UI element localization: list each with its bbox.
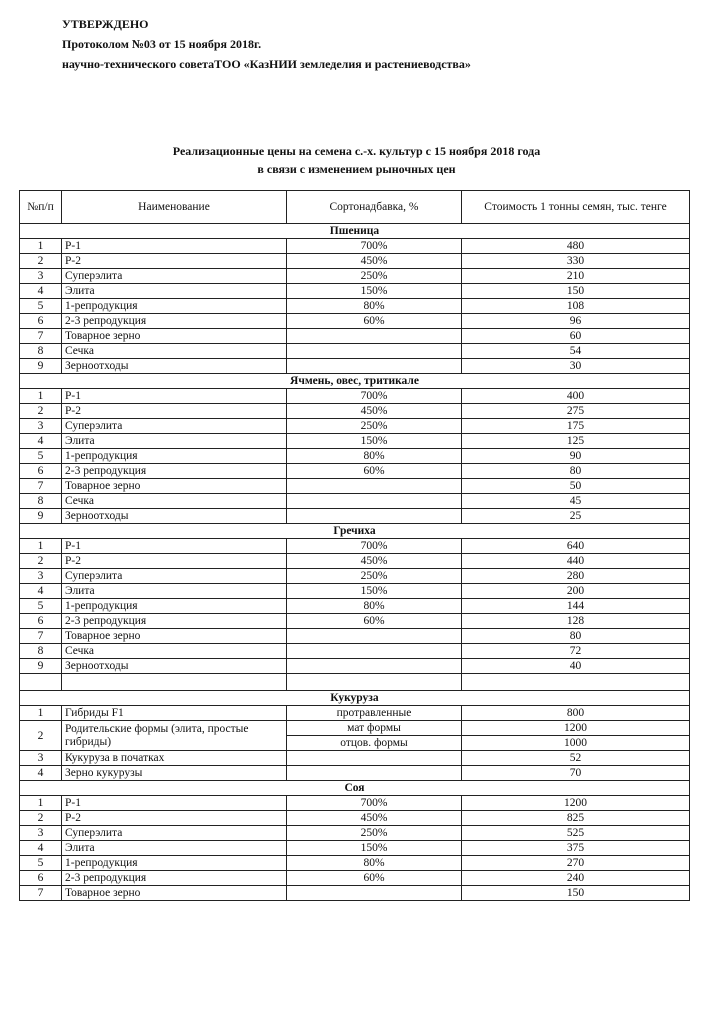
row-markup: 60%	[287, 614, 462, 629]
row-name: Р-2	[62, 404, 287, 419]
row-markup: 60%	[287, 871, 462, 886]
row-name: Суперэлита	[62, 269, 287, 284]
row-markup: 150%	[287, 841, 462, 856]
row-name: Элита	[62, 841, 287, 856]
section-header	[20, 524, 690, 539]
row-price: 275	[462, 404, 690, 419]
row-name: Зерно кукурузы	[62, 766, 287, 781]
row-number: 9	[20, 659, 62, 674]
row-price: 54	[462, 344, 690, 359]
row-markup-maternal: мат формы	[287, 721, 462, 736]
row-markup	[287, 509, 462, 524]
table-row	[20, 826, 690, 841]
row-name: Товарное зерно	[62, 329, 287, 344]
approval-protocol: Протоколом №03 от 15 ноября 2018г.	[62, 37, 262, 51]
row-markup: 80%	[287, 599, 462, 614]
row-name: Р-1	[62, 796, 287, 811]
blank-row	[20, 674, 690, 691]
row-name: Р-2	[62, 811, 287, 826]
row-name: Зерноотходы	[62, 359, 287, 374]
row-number: 9	[20, 359, 62, 374]
section-title-corn: Кукуруза	[20, 691, 690, 706]
document-title-line2: в связи с изменением рыночных цен	[257, 162, 456, 176]
row-name: 1-репродукция	[62, 856, 287, 871]
row-markup: 60%	[287, 464, 462, 479]
row-number: 2	[20, 254, 62, 269]
row-number: 1	[20, 796, 62, 811]
row-name: Товарное зерно	[62, 629, 287, 644]
table-row	[20, 344, 690, 359]
row-number: 4	[20, 434, 62, 449]
row-number: 5	[20, 599, 62, 614]
row-name: 2-3 репродукция	[62, 871, 287, 886]
row-name: Зерноотходы	[62, 509, 287, 524]
table-body-grains	[20, 224, 690, 674]
table-row	[20, 464, 690, 479]
row-markup	[287, 766, 462, 781]
row-number: 3	[20, 569, 62, 584]
row-price: 210	[462, 269, 690, 284]
row-price: 45	[462, 494, 690, 509]
row-name: Товарное зерно	[62, 886, 287, 901]
row-markup: 250%	[287, 569, 462, 584]
row-price: 150	[462, 284, 690, 299]
row-price: 440	[462, 554, 690, 569]
row-markup: 80%	[287, 449, 462, 464]
table-row	[20, 299, 690, 314]
row-name: Р-1	[62, 539, 287, 554]
row-markup	[287, 329, 462, 344]
row-number: 1	[20, 539, 62, 554]
row-number: 2	[20, 811, 62, 826]
table-row	[20, 389, 690, 404]
row-price: 375	[462, 841, 690, 856]
row-name: Зерноотходы	[62, 659, 287, 674]
table-row	[20, 659, 690, 674]
section-header	[20, 374, 690, 389]
row-price: 30	[462, 359, 690, 374]
row-number: 1	[20, 706, 62, 721]
row-price: 525	[462, 826, 690, 841]
section-title: Гречиха	[20, 524, 690, 539]
approval-heading: УТВЕРЖДЕНО	[62, 17, 149, 31]
table-body-soy	[20, 781, 690, 901]
table-row	[20, 554, 690, 569]
row-price: 480	[462, 239, 690, 254]
row-markup: протравленные	[287, 706, 462, 721]
document-title	[0, 142, 713, 178]
table-row	[20, 539, 690, 554]
row-name: 1-репродукция	[62, 449, 287, 464]
document-title-line1: Реализационные цены на семена с.-х. культур с 15 ноября 2018 года	[172, 144, 541, 158]
row-name: Суперэлита	[62, 419, 287, 434]
table-row	[20, 856, 690, 871]
row-number: 6	[20, 314, 62, 329]
table-row	[20, 419, 690, 434]
row-markup: 80%	[287, 299, 462, 314]
row-name: Товарное зерно	[62, 479, 287, 494]
row-markup	[287, 644, 462, 659]
row-markup: 450%	[287, 811, 462, 826]
row-name: Кукуруза в початках	[62, 751, 287, 766]
row-name: Суперэлита	[62, 569, 287, 584]
row-price-maternal: 1200	[462, 721, 690, 736]
table-row	[20, 871, 690, 886]
row-markup: 150%	[287, 284, 462, 299]
row-price: 640	[462, 539, 690, 554]
row-number: 8	[20, 494, 62, 509]
row-name: Сечка	[62, 494, 287, 509]
row-number: 4	[20, 284, 62, 299]
row-number: 5	[20, 299, 62, 314]
row-price: 40	[462, 659, 690, 674]
row-markup: 150%	[287, 434, 462, 449]
row-markup	[287, 494, 462, 509]
table-row	[20, 479, 690, 494]
row-number: 8	[20, 644, 62, 659]
row-markup: 60%	[287, 314, 462, 329]
section-title-soy: Соя	[20, 781, 690, 796]
table-row	[20, 269, 690, 284]
table-row	[20, 614, 690, 629]
row-price: 108	[462, 299, 690, 314]
table-row	[20, 599, 690, 614]
row-number: 7	[20, 329, 62, 344]
row-name: Р-2	[62, 254, 287, 269]
row-name: Родительские формы (элита, простые гибриды)	[62, 721, 287, 751]
table-row	[20, 629, 690, 644]
row-name: 2-3 репродукция	[62, 314, 287, 329]
row-name: 2-3 репродукция	[62, 464, 287, 479]
table-row	[20, 721, 690, 736]
row-number: 7	[20, 479, 62, 494]
row-number: 7	[20, 886, 62, 901]
row-price: 175	[462, 419, 690, 434]
row-markup: 700%	[287, 539, 462, 554]
table-header-row	[20, 191, 690, 224]
table-row	[20, 509, 690, 524]
row-number: 6	[20, 614, 62, 629]
row-number: 6	[20, 871, 62, 886]
row-number: 8	[20, 344, 62, 359]
row-name: Р-1	[62, 239, 287, 254]
row-price: 80	[462, 629, 690, 644]
header-variety-markup: Сортонадбавка, %	[287, 191, 462, 224]
row-markup: 700%	[287, 389, 462, 404]
row-markup	[287, 751, 462, 766]
row-name: Сечка	[62, 644, 287, 659]
section-header	[20, 224, 690, 239]
table-row	[20, 404, 690, 419]
row-number: 4	[20, 584, 62, 599]
table-row	[20, 841, 690, 856]
row-number: 3	[20, 419, 62, 434]
row-number: 2	[20, 554, 62, 569]
row-number: 5	[20, 449, 62, 464]
row-price: 125	[462, 434, 690, 449]
row-number: 7	[20, 629, 62, 644]
row-markup	[287, 359, 462, 374]
row-markup: 150%	[287, 584, 462, 599]
row-name: 1-репродукция	[62, 299, 287, 314]
row-price: 52	[462, 751, 690, 766]
row-price: 330	[462, 254, 690, 269]
row-name: 2-3 репродукция	[62, 614, 287, 629]
row-price: 270	[462, 856, 690, 871]
row-name: 1-репродукция	[62, 599, 287, 614]
row-number: 4	[20, 766, 62, 781]
row-markup: 250%	[287, 419, 462, 434]
row-price: 144	[462, 599, 690, 614]
row-name: Суперэлита	[62, 826, 287, 841]
row-price: 90	[462, 449, 690, 464]
section-title: Пшеница	[20, 224, 690, 239]
row-markup	[287, 479, 462, 494]
row-price: 825	[462, 811, 690, 826]
table-row	[20, 494, 690, 509]
table-row	[20, 569, 690, 584]
row-markup: 80%	[287, 856, 462, 871]
row-markup	[287, 659, 462, 674]
row-name: Сечка	[62, 344, 287, 359]
row-name: Элита	[62, 434, 287, 449]
row-number: 2	[20, 404, 62, 419]
row-number: 1	[20, 389, 62, 404]
row-number: 3	[20, 751, 62, 766]
row-price: 50	[462, 479, 690, 494]
row-price: 60	[462, 329, 690, 344]
row-markup	[287, 344, 462, 359]
row-number: 3	[20, 826, 62, 841]
table-row	[20, 314, 690, 329]
row-markup: 450%	[287, 554, 462, 569]
row-markup: 450%	[287, 254, 462, 269]
row-name: Гибриды F1	[62, 706, 287, 721]
row-price: 70	[462, 766, 690, 781]
row-price: 72	[462, 644, 690, 659]
row-price: 200	[462, 584, 690, 599]
row-price: 400	[462, 389, 690, 404]
section-title: Ячмень, овес, тритикале	[20, 374, 690, 389]
row-price: 128	[462, 614, 690, 629]
row-price-paternal: 1000	[462, 736, 690, 751]
row-price: 96	[462, 314, 690, 329]
row-markup: 700%	[287, 239, 462, 254]
table-row	[20, 751, 690, 766]
row-number: 4	[20, 841, 62, 856]
row-name: Р-2	[62, 554, 287, 569]
header-number: №п/п	[20, 191, 62, 224]
row-price: 1200	[462, 796, 690, 811]
row-number: 3	[20, 269, 62, 284]
table-row	[20, 254, 690, 269]
row-name: Элита	[62, 284, 287, 299]
row-number: 9	[20, 509, 62, 524]
row-number: 1	[20, 239, 62, 254]
row-markup: 700%	[287, 796, 462, 811]
header-name: Наименование	[62, 191, 287, 224]
row-price: 240	[462, 871, 690, 886]
table-row	[20, 644, 690, 659]
table-body-corn	[20, 674, 690, 781]
row-markup	[287, 629, 462, 644]
table-row	[20, 329, 690, 344]
row-price: 150	[462, 886, 690, 901]
row-price: 25	[462, 509, 690, 524]
row-markup: 450%	[287, 404, 462, 419]
approval-council: научно-технического советаТОО «КазНИИ земледелия и растениеводства»	[62, 57, 471, 71]
table-row	[20, 449, 690, 464]
row-name: Элита	[62, 584, 287, 599]
section-header	[20, 691, 690, 706]
row-number: 2	[20, 721, 62, 751]
row-markup: 250%	[287, 269, 462, 284]
table-row	[20, 706, 690, 721]
row-price: 280	[462, 569, 690, 584]
row-price: 800	[462, 706, 690, 721]
table-row	[20, 811, 690, 826]
row-number: 5	[20, 856, 62, 871]
price-table	[19, 190, 690, 901]
table-row	[20, 766, 690, 781]
row-price: 80	[462, 464, 690, 479]
table-row	[20, 584, 690, 599]
table-row	[20, 886, 690, 901]
table-row	[20, 239, 690, 254]
table-row	[20, 284, 690, 299]
table-row	[20, 434, 690, 449]
row-markup-paternal: отцов. формы	[287, 736, 462, 751]
row-number: 6	[20, 464, 62, 479]
header-price: Стоимость 1 тонны семян, тыс. тенге	[462, 191, 690, 224]
row-name: Р-1	[62, 389, 287, 404]
row-markup: 250%	[287, 826, 462, 841]
table-row	[20, 359, 690, 374]
table-row	[20, 796, 690, 811]
row-markup	[287, 886, 462, 901]
section-header	[20, 781, 690, 796]
approval-block	[62, 14, 471, 74]
